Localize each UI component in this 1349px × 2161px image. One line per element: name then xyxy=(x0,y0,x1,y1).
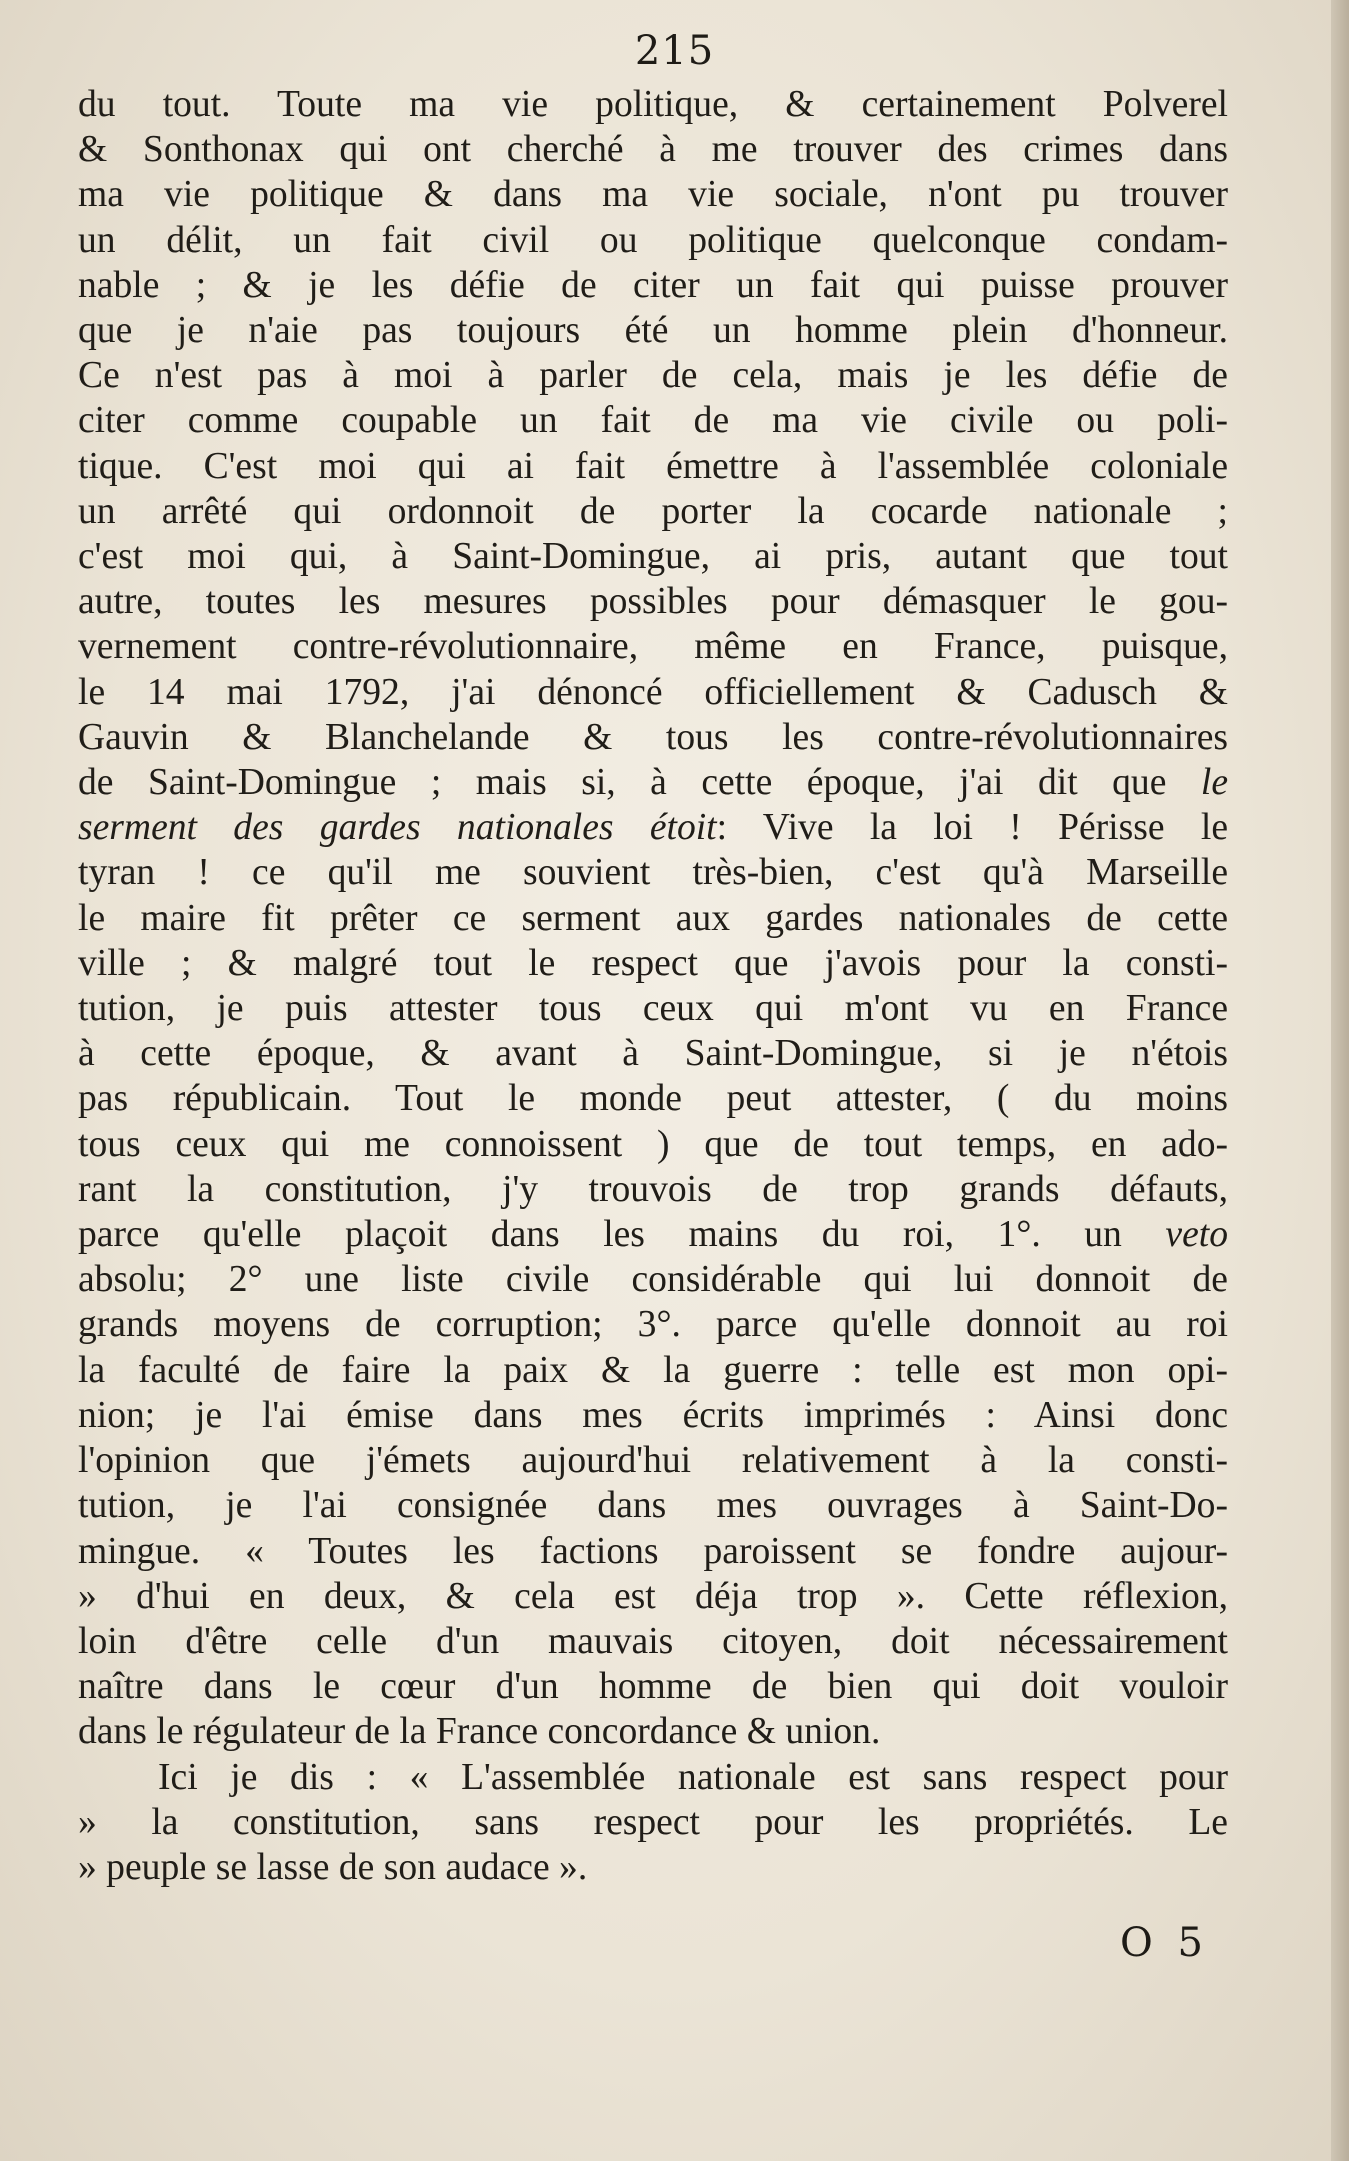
text-line: la faculté de faire la paix & la guerre : telle est mon opi- xyxy=(78,1349,1228,1391)
text-line: le maire fit prêter ce serment aux gardes nationales de cette xyxy=(78,897,1228,939)
text-line: du tout. Toute ma vie politique, & certainement Polverel xyxy=(78,84,1228,125)
text-line: le 14 mai 1792, j'ai dénoncé officiellement & Cadusch & xyxy=(78,671,1228,713)
text-line: à cette époque, & avant à Saint-Domingue, si je n'étois xyxy=(78,1033,1228,1075)
text-line: tution, je l'ai consignée dans mes ouvrages à Saint-Do- xyxy=(78,1485,1228,1527)
text-line: autre, toutes les mesures possibles pour démasquer le gou- xyxy=(78,581,1228,623)
text-line: Ce n'est pas à moi à parler de cela, mais je les défie de xyxy=(78,355,1228,397)
text-line: » peuple se lasse de son audace ». xyxy=(78,1846,588,1888)
italic-text: serment des gardes nationales étoit xyxy=(78,807,717,849)
text-line: ma vie politique & dans ma vie sociale, n'ont pu trouver xyxy=(78,174,1228,216)
text-line: que je n'aie pas toujours été un homme plein d'honneur. xyxy=(78,310,1228,352)
text-line: parce qu'elle plaçoit dans les mains du roi, 1°. un veto xyxy=(78,1214,1228,1256)
text-line: un arrêté qui ordonnoit de porter la cocarde nationale ; xyxy=(78,490,1228,532)
text-line: Ici je dis : « L'assemblée nationale est sans respect pour xyxy=(158,1756,1228,1798)
page-number: 215 xyxy=(634,28,715,74)
body-text xyxy=(78,82,1228,1890)
text-line: un délit, un fait civil ou politique quelconque condam- xyxy=(78,219,1228,261)
text-line: Gauvin & Blanchelande & tous les contre-révolutionnaires xyxy=(78,716,1228,758)
text-line: rant la constitution, j'y trouvois de trop grands défauts, xyxy=(78,1168,1228,1210)
text-line: naître dans le cœur d'un homme de bien qui doit vouloir xyxy=(78,1666,1228,1708)
text-line: vernement contre-révolutionnaire, même en France, puisque, xyxy=(78,626,1228,668)
italic-text: le xyxy=(1200,762,1229,804)
page-edge-shadow xyxy=(1331,0,1349,2161)
text-line: citer comme coupable un fait de ma vie civile ou poli- xyxy=(78,400,1228,442)
italic-text: veto xyxy=(1165,1214,1228,1256)
text-line: l'opinion que j'émets aujourd'hui relativement à la consti- xyxy=(78,1440,1228,1482)
text-line: absolu; 2° une liste civile considérable qui lui donnoit de xyxy=(78,1259,1228,1301)
text-line: tous ceux qui me connoissent ) que de tout temps, en ado- xyxy=(78,1123,1228,1165)
text-line: serment des gardes nationales étoit: Vive la loi ! Périsse le xyxy=(78,807,1228,849)
text-line: & Sonthonax qui ont cherché à me trouver des crimes dans xyxy=(78,129,1228,171)
text-line: mingue. « Toutes les factions paroissent se fondre aujour- xyxy=(78,1530,1228,1572)
text-line: de Saint-Domingue ; mais si, à cette époque, j'ai dit que le xyxy=(78,762,1229,804)
text-line: dans le régulateur de la France concordance & union. xyxy=(78,1711,881,1753)
text-line: nable ; & je les défie de citer un fait qui puisse prouver xyxy=(78,264,1228,306)
text-line: ville ; & malgré tout le respect que j'avois pour la consti- xyxy=(78,942,1228,984)
text-line: » la constitution, sans respect pour les propriétés. Le xyxy=(78,1801,1228,1843)
text-line: loin d'être celle d'un mauvais citoyen, doit nécessairement xyxy=(78,1620,1228,1662)
text-line: grands moyens de corruption; 3°. parce qu'elle donnoit au roi xyxy=(78,1304,1228,1346)
text-line: c'est moi qui, à Saint-Domingue, ai pris, autant que tout xyxy=(78,536,1228,578)
text-line: tique. C'est moi qui ai fait émettre à l'assemblée coloniale xyxy=(78,445,1228,487)
text-line: tution, je puis attester tous ceux qui m'ont vu en France xyxy=(78,988,1228,1030)
text-line: pas républicain. Tout le monde peut attester, ( du moins xyxy=(78,1078,1228,1120)
text-line: » d'hui en deux, & cela est déja trop ». Cette réflexion, xyxy=(78,1575,1228,1617)
signature-mark: O 5 xyxy=(1120,1920,1209,1966)
text-line: nion; je l'ai émise dans mes écrits imprimés : Ainsi donc xyxy=(78,1394,1228,1436)
text-line: tyran ! ce qu'il me souvient très-bien, c'est qu'à Marseille xyxy=(78,852,1228,894)
